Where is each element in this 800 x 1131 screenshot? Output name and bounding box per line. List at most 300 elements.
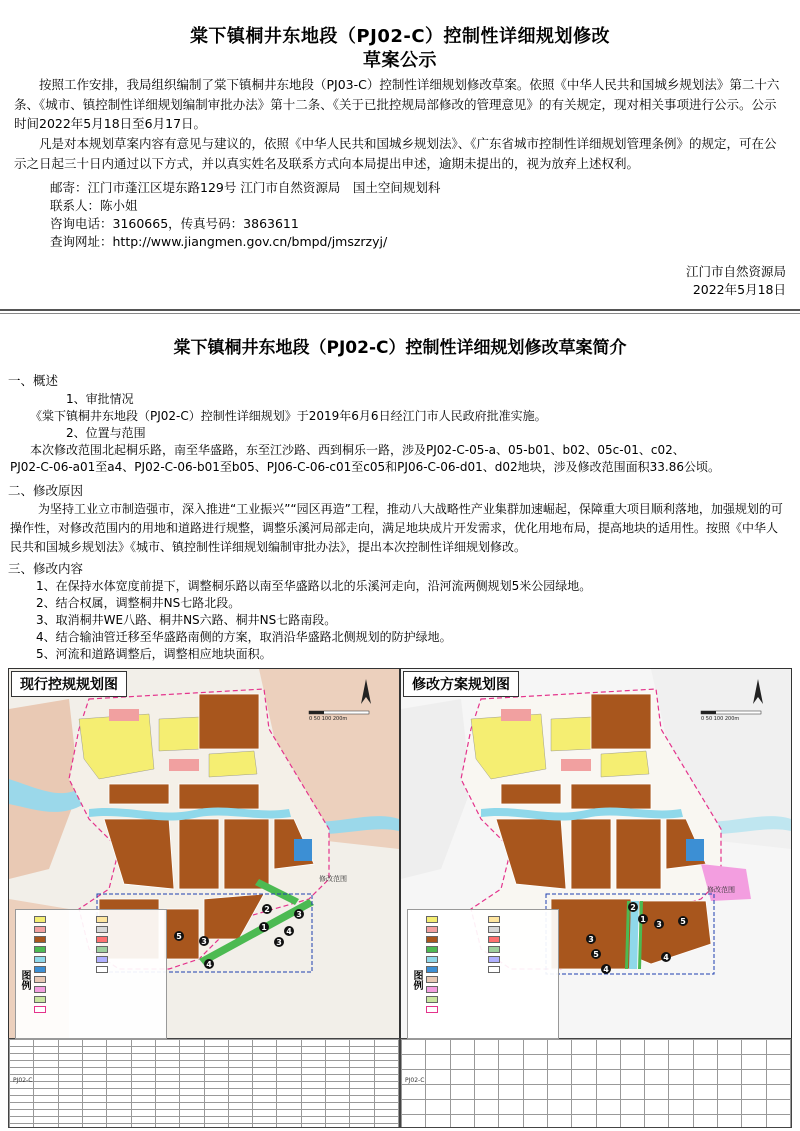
table-cell <box>180 1082 204 1089</box>
table-cell <box>10 1089 34 1096</box>
table-cell <box>107 1117 131 1124</box>
svg-text:4: 4 <box>603 965 609 974</box>
table-cell <box>253 1068 277 1075</box>
table-cell <box>499 1085 523 1100</box>
table-cell <box>204 1075 228 1082</box>
table-cell <box>669 1070 693 1085</box>
issue-date: 2022年5月18日 <box>692 282 786 297</box>
svg-text:3: 3 <box>296 910 302 919</box>
table-cell <box>669 1115 693 1129</box>
table-cell <box>34 1061 58 1068</box>
revise-area-label: 修改范围 <box>319 875 347 883</box>
table-cell <box>180 1110 204 1117</box>
table-cell <box>301 1047 325 1054</box>
table-cell <box>228 1103 252 1110</box>
legend-row <box>488 966 502 973</box>
table-cell <box>693 1040 717 1055</box>
table-cell <box>693 1115 717 1129</box>
table-cell <box>572 1115 596 1129</box>
table-cell <box>718 1115 742 1129</box>
table-row <box>10 1124 399 1129</box>
legend-row <box>96 916 110 923</box>
table-cell <box>402 1055 426 1070</box>
legend-row <box>488 926 502 933</box>
table-cell <box>180 1061 204 1068</box>
location-heading: 2、位置与范围 <box>66 426 146 440</box>
table-cell <box>499 1040 523 1055</box>
table-cell <box>374 1068 398 1075</box>
table-cell <box>645 1085 669 1100</box>
legend-row <box>34 946 48 953</box>
table-cell <box>326 1124 350 1129</box>
table-cell <box>34 1047 58 1054</box>
table-cell <box>228 1117 252 1124</box>
reason-text: 为坚持工业立市制造强市，深入推进“工业振兴”“园区再造”工程，推动八大战略性产业集群加速崛起，保障重大项目顺利落地，加强规划的可操作性，对修改范围内的用地和道路进行规整，调整乐溪河局部走向，满足地块成片开发需求，优化用地布局，提高地块的适用性。按照《中华人民共和国城乡规划法》《城市、镇控制性详细规划编制审批办法》，提出本次控制性详细规划修改。 <box>10 502 783 554</box>
table-cell <box>645 1055 669 1070</box>
table-cell <box>180 1075 204 1082</box>
table-cell <box>499 1055 523 1070</box>
table-cell <box>326 1103 350 1110</box>
table-cell <box>450 1070 474 1085</box>
table-cell <box>58 1068 82 1075</box>
table-cell <box>82 1096 106 1103</box>
table-cell <box>620 1100 644 1115</box>
legend-row <box>426 966 440 973</box>
table-cell <box>426 1070 450 1085</box>
table-cell <box>374 1124 398 1129</box>
table-cell <box>350 1124 374 1129</box>
legend-title: 图例 <box>19 970 30 990</box>
table-cell <box>402 1040 426 1055</box>
table-cell <box>228 1040 252 1047</box>
svg-text:4: 4 <box>663 953 669 962</box>
table-cell <box>547 1055 571 1070</box>
approval-text: 《棠下镇桐井东地段（PJ02-C）控制性详细规划》于2019年6月6日经江门市人民政府批准实施。 <box>30 409 547 423</box>
contact-person: 联系人：陈小姐 <box>50 198 138 213</box>
table-cell <box>572 1085 596 1100</box>
svg-text:3: 3 <box>276 938 282 947</box>
table-cell <box>474 1070 498 1085</box>
svg-text:1: 1 <box>261 923 267 932</box>
query-website[interactable]: 查询网址：http://www.jiangmen.gov.cn/bmpd/jmszrzyj/ <box>50 234 388 249</box>
table-row <box>402 1115 791 1129</box>
legend-row <box>426 956 440 963</box>
table-cell <box>180 1047 204 1054</box>
table-row <box>10 1068 399 1075</box>
table-cell <box>301 1124 325 1129</box>
table-cell <box>742 1055 766 1070</box>
table-cell <box>450 1100 474 1115</box>
content-item-5: 5、河流和道路调整后，调整相应地块面积。 <box>36 647 272 661</box>
table-zone-code: PJ02-C <box>405 1077 425 1084</box>
section-overview: 一、概述 <box>8 373 59 388</box>
table-cell <box>107 1075 131 1082</box>
table-cell <box>402 1100 426 1115</box>
table-cell <box>718 1055 742 1070</box>
table-cell <box>155 1089 179 1096</box>
table-cell <box>596 1100 620 1115</box>
table-cell <box>547 1085 571 1100</box>
svg-text:3: 3 <box>588 935 594 944</box>
intro-title: 棠下镇桐井东地段（PJ02-C）控制性详细规划修改草案简介 <box>173 338 627 358</box>
table-cell <box>131 1096 155 1103</box>
table-cell <box>326 1068 350 1075</box>
table-cell <box>350 1075 374 1082</box>
table-cell <box>10 1061 34 1068</box>
table-cell <box>107 1082 131 1089</box>
legend-row <box>96 926 110 933</box>
legend-title: 图例 <box>411 970 422 990</box>
notice-section <box>0 0 800 307</box>
table-cell <box>277 1047 301 1054</box>
table-cell <box>204 1068 228 1075</box>
table-cell <box>645 1100 669 1115</box>
section-divider <box>0 309 800 311</box>
table-cell <box>572 1100 596 1115</box>
table-cell <box>426 1115 450 1129</box>
legend-row <box>34 976 48 983</box>
table-cell <box>766 1055 790 1070</box>
table-cell <box>450 1115 474 1129</box>
table-cell <box>374 1110 398 1117</box>
table-cell <box>82 1089 106 1096</box>
table-cell <box>204 1096 228 1103</box>
table-cell <box>301 1089 325 1096</box>
table-cell <box>374 1075 398 1082</box>
table-cell <box>10 1110 34 1117</box>
table-cell <box>374 1040 398 1047</box>
table-cell <box>620 1070 644 1085</box>
table-cell <box>547 1115 571 1129</box>
table-cell <box>474 1115 498 1129</box>
table-cell <box>204 1103 228 1110</box>
table-cell <box>253 1103 277 1110</box>
table-cell <box>547 1040 571 1055</box>
legend-row <box>34 926 48 933</box>
table-cell <box>645 1115 669 1129</box>
table-cell <box>180 1040 204 1047</box>
table-cell <box>107 1096 131 1103</box>
table-cell <box>58 1075 82 1082</box>
svg-text:4: 4 <box>206 960 212 969</box>
table-cell <box>523 1055 547 1070</box>
table-cell <box>131 1103 155 1110</box>
table-cell <box>253 1110 277 1117</box>
table-cell <box>10 1117 34 1124</box>
table-cell <box>34 1124 58 1129</box>
table-cell <box>277 1117 301 1124</box>
table-cell <box>10 1103 34 1110</box>
table-cell <box>326 1117 350 1124</box>
notice-title-line1: 棠下镇桐井东地段（PJ02-C）控制性详细规划修改 <box>189 26 611 47</box>
section-reason: 二、修改原因 <box>8 483 84 498</box>
table-cell <box>596 1055 620 1070</box>
scale-bar-label: 0 50 100 200m <box>309 716 348 722</box>
table-cell <box>58 1047 82 1054</box>
table-cell <box>742 1070 766 1085</box>
table-cell <box>669 1040 693 1055</box>
table-cell <box>82 1124 106 1129</box>
table-cell <box>620 1115 644 1129</box>
table-cell <box>426 1040 450 1055</box>
table-cell <box>34 1089 58 1096</box>
table-cell <box>180 1117 204 1124</box>
legend-row <box>426 996 440 1003</box>
legend-row <box>96 956 110 963</box>
table-row <box>10 1047 399 1054</box>
table-cell <box>82 1103 106 1110</box>
table-cell <box>34 1040 58 1047</box>
table-cell <box>58 1089 82 1096</box>
table-cell <box>253 1075 277 1082</box>
table-cell <box>228 1054 252 1061</box>
table-cell <box>131 1047 155 1054</box>
legend-row <box>96 946 110 953</box>
table-cell <box>10 1068 34 1075</box>
table-cell <box>693 1070 717 1085</box>
table-cell <box>350 1089 374 1096</box>
table-row <box>10 1075 399 1082</box>
table-cell <box>107 1124 131 1129</box>
svg-text:3: 3 <box>201 937 207 946</box>
table-cell <box>301 1103 325 1110</box>
svg-text:3: 3 <box>656 920 662 929</box>
svg-text:5: 5 <box>680 917 686 926</box>
table-cell <box>301 1117 325 1124</box>
table-cell <box>228 1082 252 1089</box>
approval-heading: 1、审批情况 <box>66 392 134 406</box>
table-cell <box>374 1096 398 1103</box>
table-cell <box>155 1068 179 1075</box>
table-cell <box>228 1075 252 1082</box>
table-cell <box>34 1075 58 1082</box>
table-cell <box>82 1054 106 1061</box>
table-cell <box>499 1100 523 1115</box>
table-cell <box>326 1061 350 1068</box>
table-cell <box>180 1054 204 1061</box>
table-cell <box>228 1047 252 1054</box>
table-cell <box>131 1040 155 1047</box>
table-cell <box>350 1096 374 1103</box>
table-cell <box>58 1124 82 1129</box>
table-cell <box>58 1054 82 1061</box>
revised-plan-map <box>400 668 792 1040</box>
table-cell <box>326 1110 350 1117</box>
table-cell <box>402 1115 426 1129</box>
table-cell <box>58 1110 82 1117</box>
table-cell <box>474 1055 498 1070</box>
table-cell <box>350 1040 374 1047</box>
svg-text:4: 4 <box>286 927 292 936</box>
table-cell <box>326 1096 350 1103</box>
svg-text:1: 1 <box>640 915 646 924</box>
table-cell <box>82 1110 106 1117</box>
table-cell <box>204 1110 228 1117</box>
table-row <box>10 1096 399 1103</box>
table-cell <box>326 1082 350 1089</box>
table-cell <box>766 1040 790 1055</box>
table-cell <box>742 1085 766 1100</box>
table-cell <box>204 1040 228 1047</box>
table-cell <box>301 1110 325 1117</box>
table-cell <box>107 1047 131 1054</box>
table-cell <box>82 1047 106 1054</box>
legend-row <box>488 936 502 943</box>
table-cell <box>350 1110 374 1117</box>
table-cell <box>180 1068 204 1075</box>
table-cell <box>693 1055 717 1070</box>
table-cell <box>204 1089 228 1096</box>
table-cell <box>131 1082 155 1089</box>
table-cell <box>402 1085 426 1100</box>
table-cell <box>228 1061 252 1068</box>
table-cell <box>572 1055 596 1070</box>
table-cell <box>669 1085 693 1100</box>
table-cell <box>131 1110 155 1117</box>
table-cell <box>766 1070 790 1085</box>
table-cell <box>374 1103 398 1110</box>
table-cell <box>596 1040 620 1055</box>
table-cell <box>350 1103 374 1110</box>
table-cell <box>10 1040 34 1047</box>
table-cell <box>131 1089 155 1096</box>
table-cell <box>350 1068 374 1075</box>
table-cell <box>204 1054 228 1061</box>
table-cell <box>34 1054 58 1061</box>
table-cell <box>34 1082 58 1089</box>
notice-paragraph-1: 按照工作安排，我局组织编制了棠下镇桐井东地段（PJ03-C）控制性详细规划修改草案。依照《中华人民共和国城乡规划法》第二十六条、《城市、镇控制性详细规划编制审批办法》第十二条、《关于已批控规局部修改的管理意见》的有关规定，现对相关事项进行公示。公示时间2022年5月18日至6月17日。 <box>14 77 780 131</box>
table-cell <box>301 1075 325 1082</box>
table-cell <box>131 1068 155 1075</box>
legend-row <box>34 986 48 993</box>
notice-title-line2: 草案公示 <box>363 50 437 71</box>
table-cell <box>645 1070 669 1085</box>
table-cell <box>131 1075 155 1082</box>
table-cell <box>499 1115 523 1129</box>
table-cell <box>107 1054 131 1061</box>
table-cell <box>301 1061 325 1068</box>
notice-paragraph-2: 凡是对本规划草案内容有意见与建议的，依照《中华人民共和国城乡规划法》、《广东省城市控制性详细规划管理条例》的规定，可在公示之日起三十日内通过以下方式，并以真实姓名及联系方式向本局提出申述，逾期未提出的，视为放弃上述权利。 <box>14 136 777 171</box>
legend-row <box>34 1006 48 1013</box>
table-cell <box>301 1068 325 1075</box>
revised-plan-index-table <box>400 1038 792 1128</box>
table-cell <box>766 1085 790 1100</box>
table-cell <box>374 1089 398 1096</box>
table-cell <box>107 1110 131 1117</box>
table-cell <box>547 1100 571 1115</box>
svg-text:2: 2 <box>630 903 636 912</box>
table-cell <box>180 1096 204 1103</box>
table-cell <box>301 1096 325 1103</box>
revised-plan-legend <box>407 909 559 1039</box>
legend-row <box>96 936 110 943</box>
table-cell <box>204 1117 228 1124</box>
table-cell <box>107 1061 131 1068</box>
table-cell <box>131 1124 155 1129</box>
table-cell <box>82 1117 106 1124</box>
table-cell <box>253 1061 277 1068</box>
table-cell <box>155 1061 179 1068</box>
table-row <box>402 1100 791 1115</box>
table-cell <box>253 1124 277 1129</box>
table-cell <box>34 1096 58 1103</box>
table-cell <box>10 1054 34 1061</box>
table-row <box>10 1110 399 1117</box>
table-cell <box>426 1100 450 1115</box>
legend-row <box>34 936 48 943</box>
table-cell <box>374 1054 398 1061</box>
table-cell <box>253 1054 277 1061</box>
table-cell <box>155 1054 179 1061</box>
table-cell <box>107 1068 131 1075</box>
table-cell <box>374 1082 398 1089</box>
table-cell <box>596 1115 620 1129</box>
current-plan-map-label: 现行控规规划图 <box>11 671 127 697</box>
table-cell <box>350 1082 374 1089</box>
table-cell <box>180 1124 204 1129</box>
content-item-2: 2、结合权属，调整桐井NS七路北段。 <box>36 596 241 610</box>
table-cell <box>450 1055 474 1070</box>
table-cell <box>34 1110 58 1117</box>
table-cell <box>350 1061 374 1068</box>
table-cell <box>693 1100 717 1115</box>
table-cell <box>766 1100 790 1115</box>
table-cell <box>523 1085 547 1100</box>
svg-text:5: 5 <box>593 950 599 959</box>
table-cell <box>277 1096 301 1103</box>
table-cell <box>374 1117 398 1124</box>
table-cell <box>596 1085 620 1100</box>
table-cell <box>572 1070 596 1085</box>
table-cell <box>523 1115 547 1129</box>
table-cell <box>718 1070 742 1085</box>
table-cell <box>277 1054 301 1061</box>
table-cell <box>277 1124 301 1129</box>
table-cell <box>620 1085 644 1100</box>
table-cell <box>58 1117 82 1124</box>
table-cell <box>474 1040 498 1055</box>
legend-row <box>426 916 440 923</box>
table-cell <box>426 1085 450 1100</box>
table-cell <box>253 1117 277 1124</box>
table-cell <box>58 1082 82 1089</box>
scale-bar-label: 0 50 100 200m <box>701 716 740 722</box>
table-cell <box>326 1089 350 1096</box>
table-cell <box>34 1068 58 1075</box>
table-cell <box>499 1070 523 1085</box>
content-item-3: 3、取消桐井WE八路、桐井NS六路、桐井NS七路南段。 <box>36 613 337 627</box>
table-cell <box>204 1124 228 1129</box>
table-cell <box>155 1096 179 1103</box>
table-cell <box>523 1070 547 1085</box>
table-cell <box>253 1089 277 1096</box>
table-cell <box>155 1103 179 1110</box>
table-cell <box>155 1075 179 1082</box>
table-row <box>10 1040 399 1047</box>
content-item-4: 4、结合输油管迁移至华盛路南侧的方案，取消沿华盛路北侧规划的防护绿地。 <box>36 630 452 644</box>
table-cell <box>253 1040 277 1047</box>
table-row <box>402 1040 791 1055</box>
table-cell <box>547 1070 571 1085</box>
table-cell <box>180 1089 204 1096</box>
table-cell <box>350 1117 374 1124</box>
table-cell <box>228 1089 252 1096</box>
table-cell <box>718 1085 742 1100</box>
revise-area-label: 修改范围 <box>707 886 735 894</box>
table-cell <box>180 1103 204 1110</box>
content-item-1: 1、在保持水体宽度前提下，调整桐乐路以南至华盛路以北的乐溪河走向，沿河流两侧规划5米公园绿地。 <box>36 579 592 593</box>
legend-row <box>426 976 440 983</box>
